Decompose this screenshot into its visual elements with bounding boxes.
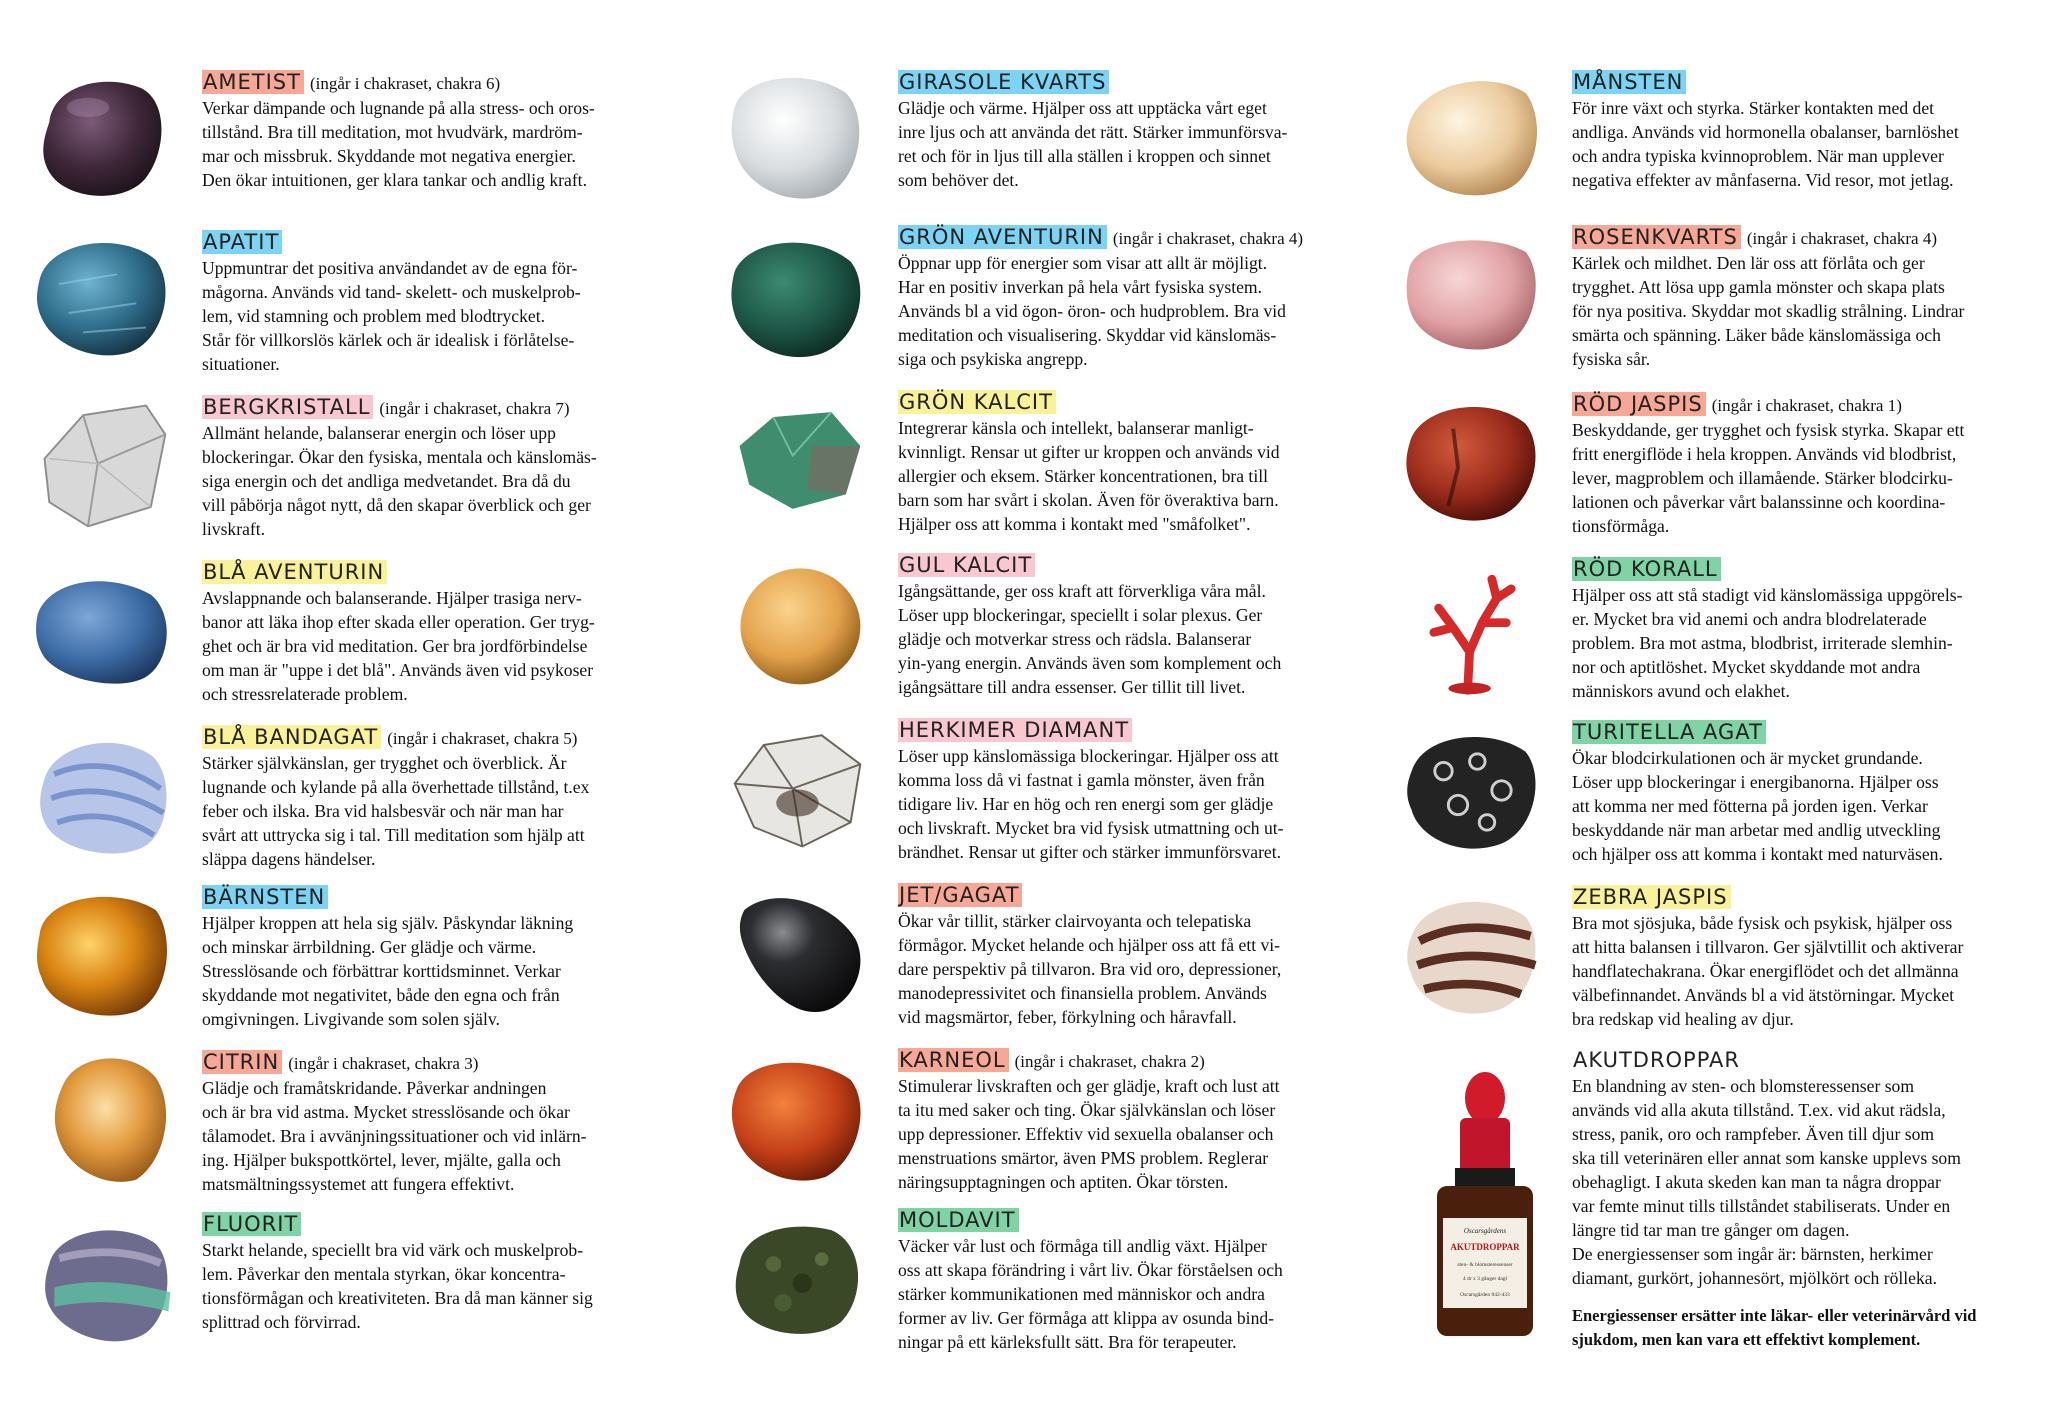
yellow-calcite-stone-icon <box>725 551 870 696</box>
stone-description: Beskyddande, ger trygghet och fysisk styrka. Skapar ett fritt energiflöde i hela kroppen. Används vid blodbrist, lever, magproblem och illamående. Stärker blodcirku- lationen och påverkar vårt balanssinne och koordina- tionsförmåga. <box>1572 420 1965 536</box>
stone-description: Kärlek och mildhet. Den lär oss att förlåta och ger trygghet. Att lösa upp gamla mönster och skapa plats för nya positiva. Skyddar mot skadlig strålning. Lindrar smärta och spänning. Läker både känslomässiga och fysiska sår. <box>1572 253 1965 369</box>
chakra-note: (ingår i chakraset, chakra 4) <box>1746 229 1938 248</box>
stone-description: Väcker vår lust och förmåga till andlig växt. Hjälper oss att skapa förändring i vårt liv. Ökar förståelsen och stärker kommunikationen med människor och andra former av liv. Ger förmåga att klippa av osunda bind- ningar på ett kärleksfullt sätt. Bra för terapeuter. <box>898 1236 1283 1352</box>
stone-description: Verkar dämpande och lugnande på alla stress- och oros- tillstånd. Bra till meditation, mot hvudvärk, mardröm- mar och missbruk. Skyddande mot negativa energier. Den ökar intuitionen, ger klara tankar och andlig kraft. <box>202 98 595 190</box>
chakra-note: (ingår i chakraset, chakra 2) <box>1014 1052 1205 1071</box>
stone-description: Stärker självkänslan, ger trygghet och överblick. Är lugnande och kylande på alla överhettade tillstånd, t.ex feber och ilska. Bra vid halsbesvär och när man har svårt att uttrycka sig i tal. Till meditation som hjälp att släppa dagens händelser. <box>202 753 590 869</box>
stone-name-rod-korall: RÖD KORALL <box>1572 557 1721 581</box>
stone-description: Allmänt helande, balanserar energin och löser upp blockeringar. Ökar den fysiska, mentala och känslomäs- siga energin och det andliga medvetandet. Bra då du vill påbörja något nytt, då den skapar överblick och ger livskraft. <box>202 423 597 539</box>
stone-name-gron-kalcit: GRÖN KALCIT <box>898 390 1056 414</box>
bottle-label-dosage: 4 dr x 3 gånger dagl <box>1462 1276 1508 1282</box>
herkimer-diamond-stone-icon <box>725 716 870 861</box>
bottle-label-brand: Oscarsgårdens <box>1463 1227 1507 1235</box>
stone-name-girasole-kvarts: GIRASOLE KVARTS <box>898 70 1109 94</box>
bottle-label-contents: sten- & blomsteressenser <box>1457 1262 1513 1268</box>
moldavite-stone-icon <box>725 1206 870 1351</box>
stone-name-citrin: CITRIN <box>202 1050 282 1074</box>
stone-description: Avslappnande och balanserande. Hjälper trasiga nerv- banor att läka ihop efter skada eller operation. Ger tryg- ghet och är bra vid meditation. Ger bra jordförbindelse om man är "uppe i det blå". Används även vid psykoser och stressrelaterade problem. <box>202 588 595 704</box>
stone-name-apatit: APATIT <box>202 230 282 254</box>
stone-description: Ökar blodcirkulationen och är mycket grundande. Löser upp blockeringar i energibanorna. Hjälper oss att komma ner med fötterna på jorden igen. Verkar beskyddande när man arbetar med andlig utveckling och hjälper oss att komma i kontakt med naturväsen. <box>1572 748 1943 864</box>
chakra-note: (ingår i chakraset, chakra 1) <box>1711 396 1902 415</box>
stone-description: Integrerar känsla och intellekt, balanserar manligt- kvinnligt. Rensar ut gifter ur kroppen och används vid allergier och eksem. Stärker koncentrationen, bra till barn som har svårt i skolan. Även för överaktiva barn. Hjälper oss att komma i kontakt med "småfolket". <box>898 418 1280 534</box>
chakra-note: (ingår i chakraset, chakra 4) <box>1112 229 1304 248</box>
stone-name-jet-gagat: JET/GAGAT <box>898 883 1022 907</box>
stone-name-rod-jaspis: RÖD JASPIS <box>1572 392 1706 416</box>
fluorite-stone-icon <box>35 1210 180 1355</box>
blue-lace-agate-stone-icon <box>30 721 175 866</box>
chakra-note: (ingår i chakraset, chakra 7) <box>379 399 570 418</box>
stone-description: Stimulerar livskraften och ger glädje, kraft och lust att ta itu med saker och ting. Ökar självkänslan och löser upp depressioner. Effektiv vid sexuella obalanser och menstruations smärtor, även PMS problem. Reglerar näringsupptagningen och aptiten. Ökar törsten. <box>898 1076 1280 1192</box>
chakra-note: (ingår i chakraset, chakra 6) <box>309 74 501 93</box>
stone-name-zebra-jaspis: ZEBRA JASPIS <box>1572 885 1731 909</box>
stone-description: Öppnar upp för energier som visar att allt är möjligt. Har en positiv inverkan på hela vårt fysiska system. Används bl a vid ögon- öron- och hudproblem. Bra vid meditation och visualisering. Skyddar vid känslomäs- siga och psykiska angrepp. <box>898 253 1286 369</box>
stone-description: Igångsättande, ger oss kraft att förverkliga våra mål. Löser upp blockeringar, speciellt i solar plexus. Ger glädje och motverkar stress och rädsla. Balanserar yin-yang energin. Används även som komplement och igångsättare till andra essenser. Ger tillit till livet. <box>898 581 1282 697</box>
dropper-bottle-icon <box>1425 1068 1545 1348</box>
green-calcite-stone-icon <box>725 388 870 533</box>
chakra-note: (ingår i chakraset, chakra 5) <box>387 729 578 748</box>
apatite-stone-icon <box>30 226 175 371</box>
stone-description: Hjälper kroppen att hela sig själv. Påskyndar läkning och minskar ärrbildning. Ger glädje och värme. Stresslösande och förbättrar korttidsminnet. Verkar skyddande mot negativitet, både den egna och från omgivningen. Livgivande som solen själv. <box>202 913 574 1029</box>
red-coral-icon <box>1400 555 1545 700</box>
bottle-label-maker: Oscarsgården 042-433 <box>1460 1292 1510 1298</box>
amethyst-stone-icon <box>30 64 175 209</box>
zebra-jasper-stone-icon <box>1400 883 1545 1028</box>
amber-stone-icon <box>30 881 175 1026</box>
turritella-agate-stone-icon <box>1400 718 1545 863</box>
stone-name-gul-kalcit: GUL KALCIT <box>898 553 1035 577</box>
stone-description: Hjälper oss att stå stadigt vid känslomässiga uppgörels- er. Mycket bra vid anemi och andra blodrelaterade problem. Bra mot astma, blodbrist, irriterade slemhin- nor och aptitlöshet. Mycket skyddande mot andra människors avund och elakhet. <box>1572 585 1963 701</box>
stone-name-rosenkvarts: ROSENKVARTS <box>1572 225 1741 249</box>
stone-name-gron-aventurin: GRÖN AVENTURIN <box>898 225 1107 249</box>
stone-name-ametist: AMETIST <box>202 70 304 94</box>
stone-name-moldavit: MOLDAVIT <box>898 1208 1019 1232</box>
stone-name-bla-aventurin: BLÅ AVENTURIN <box>202 560 387 584</box>
stone-description: Starkt helande, speciellt bra vid värk och muskelprob- lem. Påverkar den mentala styrkan, ökar koncentra- tionsförmågan och kreativiteten. Bra då man känner sig splittrad och förvirrad. <box>202 1240 593 1332</box>
stone-name-turitella-agat: TURITELLA AGAT <box>1572 720 1766 744</box>
rock-crystal-stone-icon <box>30 391 175 536</box>
akutdroppar-description: En blandning av sten- och blomsteressenser som används vid alla akuta tillstånd. T.ex. vid akut rädsla, stress, panik, oro och rampfeber. Även till djur som ska till veterinären eller annat som kanske upplevs som obehagligt. I akuta skeden kan man ta några droppar var femte minut tills tillståndet stabiliserats. Under en längre tid tar man tre gånger om dagen. De energiessenser som ingår är: bärnsten, herkimer diamant, gurkört, johannesört, mjölkört och rölleka. <box>1572 1076 1961 1288</box>
blue-aventurine-stone-icon <box>30 556 175 701</box>
stone-description: Ökar vår tillit, stärker clairvoyanta och telepatiska förmågor. Mycket helande och hjälper oss att få ett vi- dare perspektiv på tillvaron. Bra vid oro, depressioner, manodepressivitet och finansiella problem. Används vid magsmärtor, feber, förkylning och håravfall. <box>898 911 1282 1027</box>
disclaimer-text: Energiessenser ersätter inte läkar- eller veterinärvård vid sjukdom, men kan vara ett effektivt komplement. <box>1572 1306 1977 1349</box>
stone-name-herkimer-diamant: HERKIMER DIAMANT <box>898 718 1132 742</box>
chakra-note: (ingår i chakraset, chakra 3) <box>288 1054 479 1073</box>
girasol-quartz-stone-icon <box>725 64 870 209</box>
red-jasper-stone-icon <box>1400 390 1545 535</box>
green-aventurine-stone-icon <box>725 223 870 368</box>
rose-quartz-stone-icon <box>1400 223 1545 368</box>
stone-description: Glädje och framåtskridande. Påverkar andningen och är bra vid astma. Mycket stresslösande och ökar tålamodet. Bra i avvänjningssituationer och vid inlärn- ing. Hjälper bukspottkörtel, lever, mjälte, galla och matsmältningssystemet att fungera effektivt. <box>202 1078 587 1194</box>
carnelian-stone-icon <box>725 1046 870 1191</box>
stone-name-karneol: KARNEOL <box>898 1048 1009 1072</box>
stone-description: Uppmuntrar det positiva användandet av de egna för- mågorna. Används vid tand- skelett- och muskelprob- lem, vid stamning och problem med blodtrycket. Står för villkorslös kärlek och är idealisk i förlåtelse- situationer. <box>202 258 581 374</box>
jet-stone-icon <box>725 881 870 1026</box>
stone-name-barnsten: BÄRNSTEN <box>202 885 328 909</box>
bottle-label-title: AKUTDROPPAR <box>1450 1242 1520 1252</box>
stone-description: Glädje och värme. Hjälper oss att upptäcka vårt eget inre ljus och att använda det rätt. Stärker immunförsva- ret och för in ljus till alla ställen i kroppen och sinnet som behöver det. <box>898 98 1288 190</box>
stone-name-fluorit: FLUORIT <box>202 1212 301 1236</box>
stone-name-bergkristall: BERGKRISTALL <box>202 395 373 419</box>
stone-name-mansten: MÅNSTEN <box>1572 70 1686 94</box>
citrine-stone-icon <box>40 1044 185 1189</box>
stone-name-akutdroppar: AKUTDROPPAR <box>1573 1048 1741 1072</box>
stone-name-bla-bandagat: BLÅ BANDAGAT <box>202 725 381 749</box>
stone-description: För inre växt och styrka. Stärker kontakten med det andliga. Används vid hormonella obalanser, barnlöshet och andra typiska kvinnoproblem. När man upplever negativa effekter av månfaserna. Vid resor, mot jetlag. <box>1572 98 1959 190</box>
stone-description: Löser upp känslomässiga blockeringar. Hjälper oss att komma loss då vi fastnat i gamla mönster, även från tidigare liv. Har en hög och ren energi som ger glädje och livskraft. Mycket bra vid fysisk utmattning och ut- brändhet. Rensar ut gifter och stärker immunförsvaret. <box>898 746 1284 862</box>
moonstone-stone-icon <box>1400 64 1545 209</box>
stone-description: Bra mot sjösjuka, både fysisk och psykisk, hjälper oss att hitta balansen i tillvaron. Ger självtillit och aktiverar handflatechakrana. Ökar energiflödet och det allmänna välbefinnandet. Används bl a vid ätstörningar. Mycket bra redskap vid healing av djur. <box>1572 913 1964 1029</box>
